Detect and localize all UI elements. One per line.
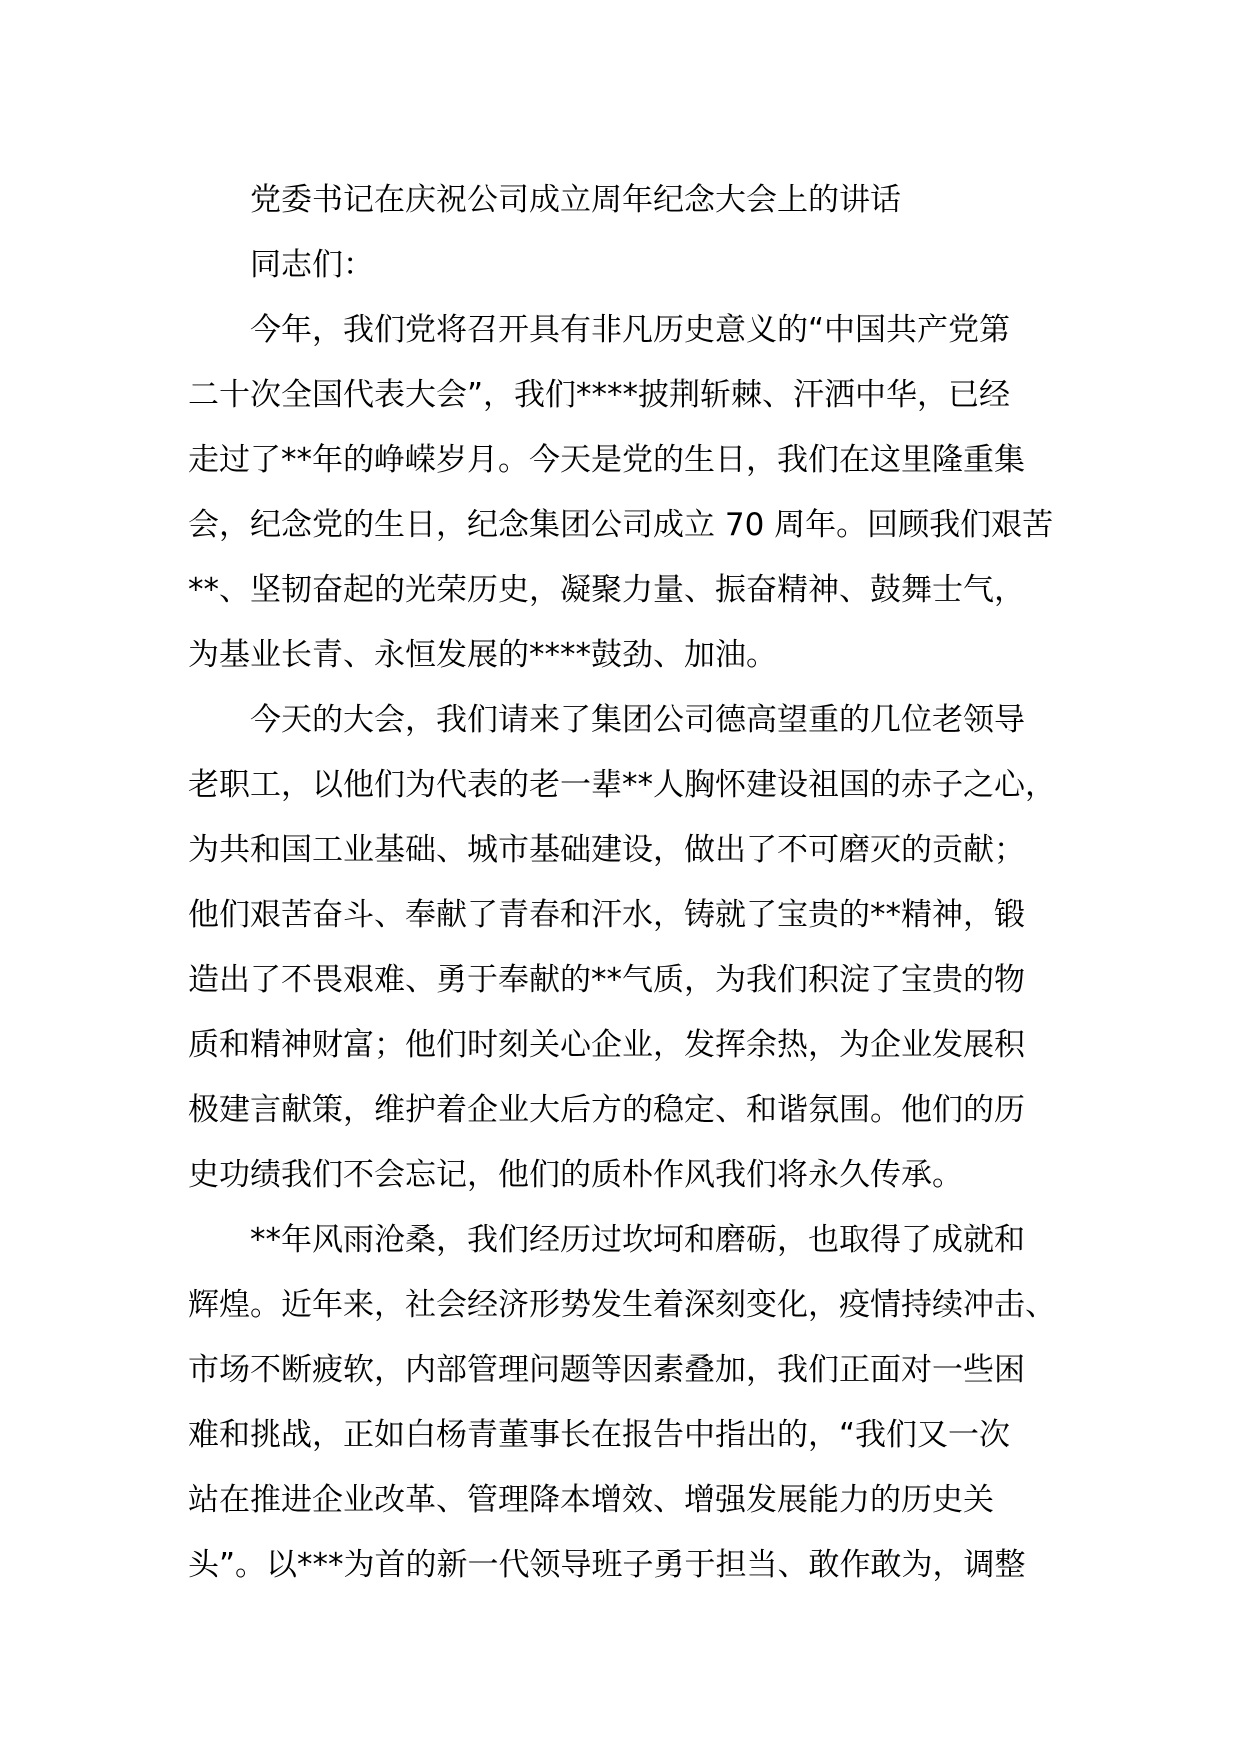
paragraph-line: 为基业长青、永恒发展的****鼓劲、加油。: [188, 637, 777, 673]
paragraph-line: 辉煌。近年来，社会经济形势发生着深刻变化，疫情持续冲击、: [188, 1287, 1056, 1323]
paragraph-line: 他们艰苦奋斗、奉献了青春和汗水，铸就了宝贵的**精神，锻: [188, 897, 1025, 933]
paragraph-line: 市场不断疲软，内部管理问题等因素叠加，我们正面对一些困: [188, 1352, 1025, 1388]
paragraph-line: 二十次全国代表大会”，我们****披荆斩棘、汗洒中华，已经: [188, 377, 1011, 413]
salutation: 同志们：: [250, 247, 374, 283]
paragraph-line: **年风雨沧桑，我们经历过坎坷和磨砺，也取得了成就和: [250, 1222, 1025, 1258]
speech-body: [188, 168, 1068, 1598]
paragraph-line: 今天的大会，我们请来了集团公司德高望重的几位老领导: [250, 702, 1025, 738]
paragraph-line: 头”。以***为首的新一代领导班子勇于担当、敢作敢为，调整: [188, 1547, 1026, 1583]
paragraph-line: 造出了不畏艰难、勇于奉献的**气质，为我们积淀了宝贵的物: [188, 962, 1025, 998]
paragraph-line: 为共和国工业基础、城市基础建设，做出了不可磨灭的贡献；: [188, 832, 1025, 868]
paragraph-line: 今年，我们党将召开具有非凡历史意义的“中国共产党第: [250, 312, 1011, 348]
paragraph-line: 站在推进企业改革、管理降本增效、增强发展能力的历史关: [188, 1482, 994, 1518]
paragraph-line: 会，纪念党的生日，纪念集团公司成立 70 周年。回顾我们艰苦: [188, 507, 1054, 543]
paragraph-line: 质和精神财富；他们时刻关心企业，发挥余热，为企业发展积: [188, 1027, 1025, 1063]
paragraph-line: 极建言献策，维护着企业大后方的稳定、和谐氛围。他们的历: [188, 1092, 1025, 1128]
paragraph-line: 走过了**年的峥嵘岁月。今天是党的生日，我们在这里隆重集: [188, 442, 1025, 478]
paragraph-line: 老职工，以他们为代表的老一辈**人胸怀建设祖国的赤子之心，: [188, 767, 1056, 803]
speech-title: 党委书记在庆祝公司成立周年纪念大会上的讲话: [250, 182, 901, 218]
paragraph-line: 难和挑战，正如白杨青董事长在报告中指出的，“我们又一次: [188, 1417, 1011, 1453]
paragraph-line: 史功绩我们不会忘记，他们的质朴作风我们将永久传承。: [188, 1157, 963, 1193]
paragraph-line: **、坚韧奋起的光荣历史，凝聚力量、振奋精神、鼓舞士气，: [188, 572, 1025, 608]
